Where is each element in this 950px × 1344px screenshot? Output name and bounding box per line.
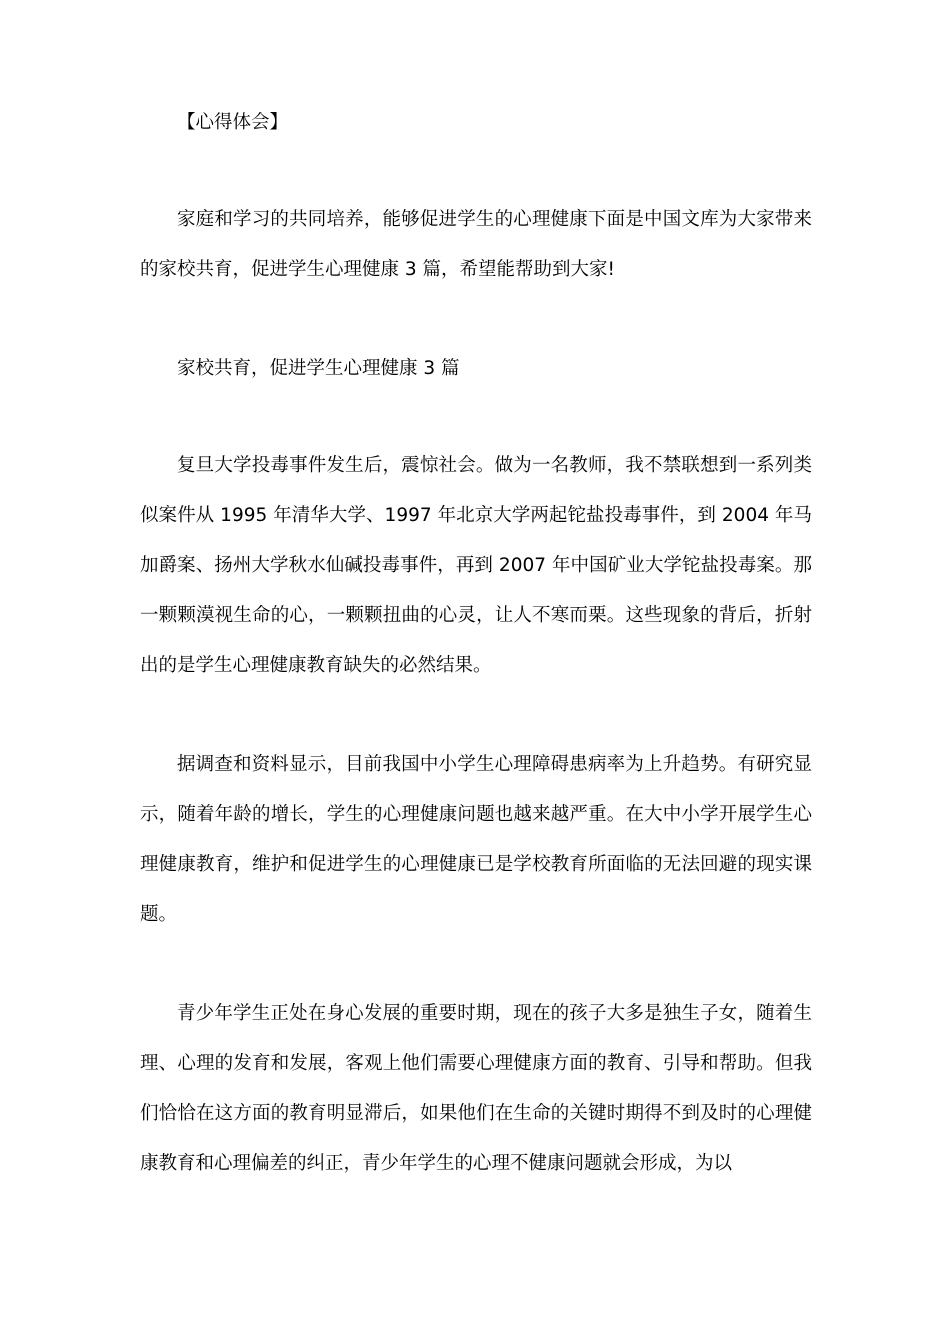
body-paragraph: 青少年学生正处在身心发展的重要时期，现在的孩子大多是独生子女，随着生理、心理的发育和发展，客观上他们需要心理健康方面的教育、引导和帮助。但我们恰恰在这方面的教育明显滞后，如果他们在生命的关键时期得不到及时的心理健康教育和心理偏差的纠正，青少年学生的心理不健康问题就会形成，为以 — [140, 1003, 812, 1174]
article-title: 家校共育，促进学生心理健康 3 篇 — [177, 358, 460, 379]
body-paragraph: 据调查和资料显示，目前我国中小学生心理障碍患病率为上升趋势。有研究显示，随着年龄的增长，学生的心理健康问题也越来越严重。在大中小学开展学生心理健康教育，维护和促进学生的心理健康已是学校教育所面临的无法回避的现实课题。 — [140, 754, 812, 925]
intro-paragraph: 家庭和学习的共同培养，能够促进学生的心理健康下面是中国文库为大家带来的家校共育，促进学生心理健康 3 篇，希望能帮助到大家! — [140, 209, 812, 280]
section-heading: 【心得体会】 — [177, 112, 289, 133]
body-paragraph: 复旦大学投毒事件发生后，震惊社会。做为一名教师，我不禁联想到一系列类似案件从 1995 年清华大学、1997 年北京大学两起铊盐投毒事件，到 2004 年马加爵案、扬州大学秋水仙碱投毒事件，再到 2007 年中国矿业大学铊盐投毒案。那一颗颗漠视生命的心，一颗颗扭曲的心灵，让人不寒而栗。这些现象的背后，折射出的是学生心理健康教育缺失的必然结果。 — [140, 455, 812, 676]
